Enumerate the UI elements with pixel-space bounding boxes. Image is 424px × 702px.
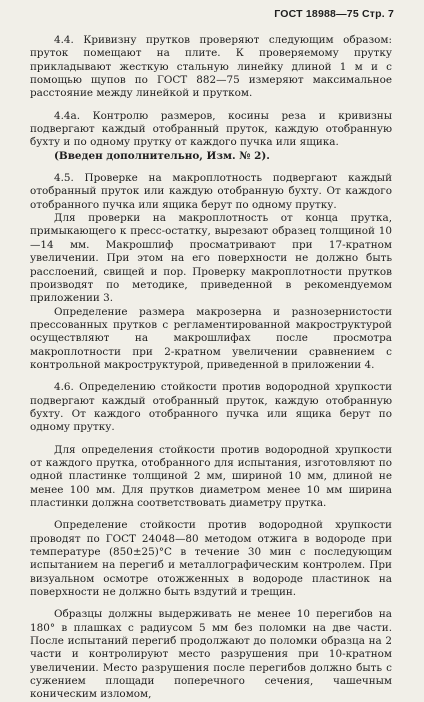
page-header: ГОСТ 18988—75 Стр. 7 xyxy=(274,8,394,20)
paragraph-macrograin: Определение размера макрозерна и разнозернистости прессованных прутков с регламентированной макроструктурой осуществляют на макрошлифах после просмотра макроплотности при 2-кратном увеличении сравнением с контрольной макроструктурой, приведенной в приложении 4. xyxy=(30,305,392,371)
paragraph-macro-density: Для проверки на макроплотность от конца прутка, примыкающего к пресс-остатку, вырезают образец толщиной 10—14 мм. Макрошлиф просматривают при 17-кратном увеличении. При этом на его поверхности не должно быть расслоений, свищей и пор. Проверку макроплотности прутков производят по методике, приведенной в рекомендуемом приложении 3. xyxy=(30,212,392,305)
paragraph-4-6: 4.6. Определению стойкости против водородной хрупкости подвергают каждый отобранный пруток, каждую отобранную бухту. От каждого отобранного пучка или ящика берут по одному прутку. xyxy=(30,381,392,434)
paragraph-hydrogen-test: Определение стойкости против водородной хрупкости проводят по ГОСТ 24048—80 методом отжига в водороде при температуре (850±25)°С в течение 30 мин с последующим испытанием на перегиб и металлографическим контролем. При визуальном осмотре отожженных в водороде пластинок на поверхности не должно быть вздутий и трещин. xyxy=(30,519,392,599)
amendment-note: (Введен дополнительно, Изм. № 2). xyxy=(54,149,270,162)
paragraph-bend-test: Образцы должны выдерживать не менее 10 перегибов на 180° в плашках с радиусом 5 мм без поломки на две части. После испытаний перегиб продолжают до поломки образца на 2 части и контролируют место разрушения при 10-кратном увеличении. Место разрушения после перегибов должно быть с сужением площади поперечного сечения, чашечным коническим изломом, xyxy=(30,608,392,701)
paragraph-4-5: 4.5. Проверке на макроплотность подвергают каждый отобранный пруток или каждую отобранную бухту. От каждого отобранного пучка или ящика берут по одному прутку. xyxy=(30,172,392,211)
paragraph-4-4: 4.4. Кривизну прутков проверяют следующим образом: пруток помещают на плите. К проверяемому прутку прикладывают жесткую стальную линейку длиной 1 м и с помощью щупов по ГОСТ 882—75 измеряют максимальное расстояние между линейкой и прутком. xyxy=(30,34,392,100)
paragraph-specimen-prep: Для определения стойкости против водородной хрупкости от каждого прутка, отобранного для испытания, изготовляют по одной пластинке толщиной 2 мм, шириной 10 мм, длиной не менее 100 мм. Для прутков диаметром менее 10 мм ширина пластинки должна соответствовать диаметру прутка. xyxy=(30,443,392,509)
document-body xyxy=(30,34,392,702)
paragraph-4-4a: 4.4а. Контролю размеров, косины реза и кривизны подвергают каждый отобранный пруток, каждую отобранную бухту и по одному прутку от каждого пучка или ящика. xyxy=(30,109,392,149)
